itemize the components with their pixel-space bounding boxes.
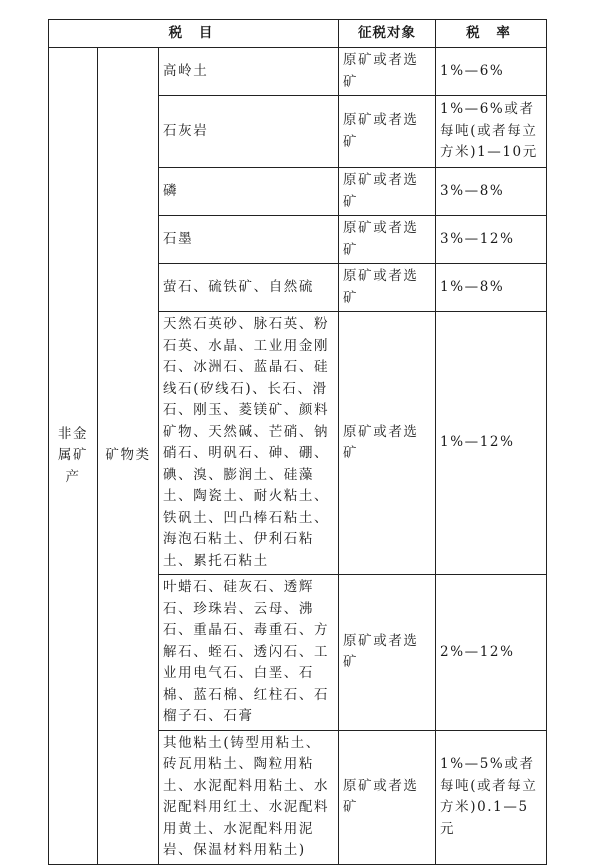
- item-cell: 石灰岩: [159, 96, 339, 168]
- object-cell: 原矿或者选矿: [339, 575, 436, 731]
- header-object: 征税对象: [339, 20, 436, 48]
- item-cell: 高岭土: [159, 48, 339, 96]
- header-rate: 税 率: [436, 20, 547, 48]
- item-cell: 石墨: [159, 216, 339, 264]
- table-row: [49, 48, 547, 96]
- item-cell: 其他粘土(铸型用粘土、砖瓦用粘土、陶粒用粘土、水泥配料用粘土、水泥配料用红土、水泥配料用黄土、水泥配料用泥岩、保温材料用粘土): [159, 730, 339, 864]
- rate-cell: 1%—12%: [436, 312, 547, 575]
- item-cell: 天然石英砂、脉石英、粉石英、水晶、工业用金刚石、冰洲石、蓝晶石、硅线石(矽线石)、长石、滑石、刚玉、菱镁矿、颜料矿物、天然碱、芒硝、钠硝石、明矾石、砷、硼、碘、溴、膨润土、硅藻土、陶瓷土、耐火粘土、铁矾土、凹凸棒石粘土、海泡石粘土、伊利石粘土、累托石粘土: [159, 312, 339, 575]
- header-item: 税 目: [49, 20, 339, 48]
- subcategory-cell: 矿物类: [98, 48, 159, 865]
- object-cell: 原矿或者选矿: [339, 312, 436, 575]
- item-cell: 萤石、硫铁矿、自然硫: [159, 264, 339, 312]
- object-cell: 原矿或者选矿: [339, 730, 436, 864]
- object-cell: 原矿或者选矿: [339, 216, 436, 264]
- rate-cell: 2%—12%: [436, 575, 547, 731]
- header-row: [49, 20, 547, 48]
- rate-cell: 3%—8%: [436, 168, 547, 216]
- rate-cell: 1%—5%或者每吨(或者每立方米)0.1—5元: [436, 730, 547, 864]
- category-cell: 非金属矿产: [49, 48, 98, 865]
- tax-table: [48, 19, 547, 865]
- object-cell: 原矿或者选矿: [339, 264, 436, 312]
- item-cell: 磷: [159, 168, 339, 216]
- rate-cell: 1%—6%: [436, 48, 547, 96]
- rate-cell: 1%—6%或者每吨(或者每立方米)1—10元: [436, 96, 547, 168]
- object-cell: 原矿或者选矿: [339, 48, 436, 96]
- object-cell: 原矿或者选矿: [339, 168, 436, 216]
- rate-cell: 1%—8%: [436, 264, 547, 312]
- item-cell: 叶蜡石、硅灰石、透辉石、珍珠岩、云母、沸石、重晶石、毒重石、方解石、蛭石、透闪石、工业用电气石、白垩、石棉、蓝石棉、红柱石、石榴子石、石膏: [159, 575, 339, 731]
- object-cell: 原矿或者选矿: [339, 96, 436, 168]
- rate-cell: 3%—12%: [436, 216, 547, 264]
